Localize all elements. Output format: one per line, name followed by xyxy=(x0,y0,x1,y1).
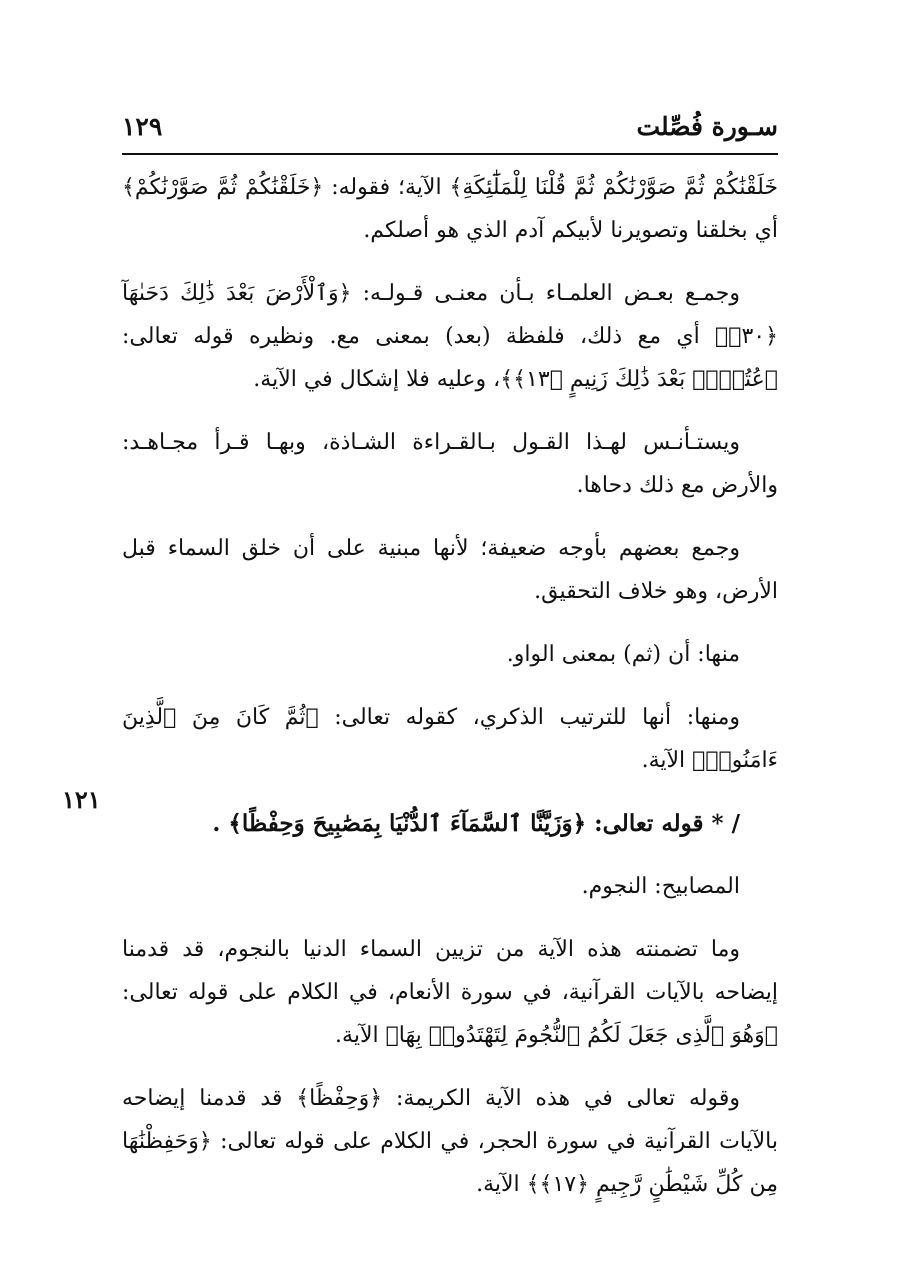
paragraph: خَلَقْنَٰكُمْ ثُمَّ صَوَّرْنَٰكُمْ ثُمَّ قُلْنَا لِلْمَلَٰٓئِكَةِ﴾ الآية؛ فقوله: ﴿خَلَقْنَٰكُمْ ثُمَّ صَوَّرْنَٰكُمْ﴾ أي بخلقنا وتصويرنا لأبيكم آدم الذي هو أصلكم. xyxy=(122,175,778,243)
section-heading: / * قوله تعالى: ﴿وَزَيَّنَّا ٱلسَّمَآءَ ٱلدُّنْيَا بِمَصَٰبِيحَ وَحِفْظًا﴾ . xyxy=(212,810,740,837)
paragraph: وما تضمنته هذه الآية من تزيين السماء الدنيا بالنجوم، قد قدمنا إيضاحه بالآيات القرآنية، في سورة الأنعام، في الكلام على قوله تعالى: ﴿وَهُوَ ٱلَّذِى جَعَلَ لَكُمُ ٱلنُّجُومَ لِتَهْتَدُوا۟ بِهَا﴾ الآية. xyxy=(122,937,778,1048)
paragraph: ويستـأنـس لهـذا القـول بـالقـراءة الشـاذة، وبهـا قـرأ مجـاهـد: والأرض مع ذلك دحاها. xyxy=(122,430,778,498)
page-body xyxy=(122,166,778,1226)
paragraph: ومنها: أنها للترتيب الذكري، كقوله تعالى: ﴿ثُمَّ كَانَ مِنَ ٱلَّذِينَ ءَامَنُوا۟﴾ الآية. xyxy=(122,705,778,773)
surah-title: سـورة فُصِّلت xyxy=(636,112,778,141)
page-number: ١٢٩ xyxy=(122,112,163,141)
paragraph: وقوله تعالى في هذه الآية الكريمة: ﴿وَحِفْظًا﴾ قد قدمنا إيضاحه بالآيات القرآنية في سورة الحجر، في الكلام على قوله تعالى: ﴿وَحَفِظْنَٰهَا مِن كُلِّ شَيْطَٰنٍ رَّجِيمٍ ﴿١٧﴾﴾ الآية. xyxy=(122,1086,778,1197)
paragraph: وجمع بعضهم بأوجه ضعيفة؛ لأنها مبنية على أن خلق السماء قبل الأرض، وهو خلاف التحقيق. xyxy=(122,536,778,604)
paragraph: منها: أن (ثم) بمعنى الواو. xyxy=(506,642,740,667)
header-rule xyxy=(122,153,778,155)
margin-page-marker: ١٢١ xyxy=(62,785,101,814)
paragraph: وجمـع بعـض العلمـاء بـأن معنـى قـولـه: ﴿وَٱلْأَرْضَ بَعْدَ ذَٰلِكَ دَحَىٰهَآ ﴿٣٠﴾﴾ أي مع ذلك، فلفظة (بعد) بمعنى مع. ونظيره قوله تعالى: ﴿عُتُلٍّۭ بَعْدَ ذَٰلِكَ زَنِيمٍ ﴿١٣﴾﴾، وعليه فلا إشكال في الآية. xyxy=(122,281,778,392)
paragraph: المصابيح: النجوم. xyxy=(581,874,740,899)
page-header xyxy=(122,108,778,152)
